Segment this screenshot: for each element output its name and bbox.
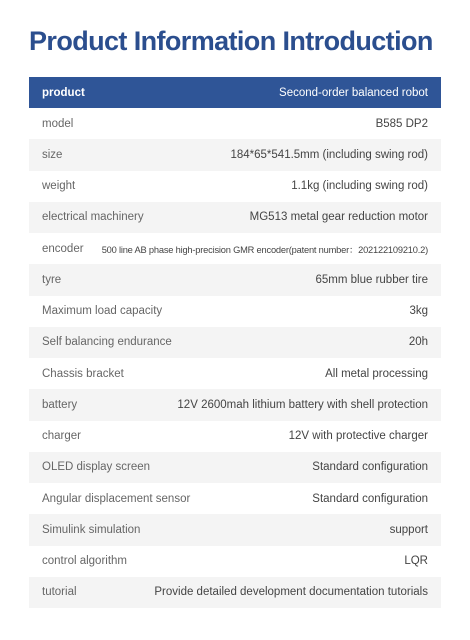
row-value: Standard configuration [312, 492, 428, 505]
row-label: control algorithm [42, 555, 128, 568]
row-value: Standard configuration [312, 461, 428, 474]
row-label: encoder [42, 242, 84, 255]
row-label: OLED display screen [42, 461, 151, 474]
row-value: B585 DP2 [375, 117, 428, 130]
table-row-angular-sensor [29, 483, 441, 514]
table-row-endurance [29, 327, 441, 358]
row-label: Angular displacement sensor [42, 492, 191, 505]
table-row-oled [29, 452, 441, 483]
row-value: 20h [408, 336, 428, 349]
table-header-row [29, 77, 441, 108]
table-row-battery [29, 389, 441, 420]
spec-table [29, 77, 441, 608]
table-row-model [29, 108, 441, 139]
row-label: tutorial [42, 586, 77, 599]
row-label: model [42, 117, 74, 130]
row-label: Maximum load capacity [42, 305, 163, 318]
row-value: 12V with protective charger [288, 430, 428, 443]
table-row-charger [29, 421, 441, 452]
row-label: Simulink simulation [42, 523, 141, 536]
row-label: size [42, 148, 63, 161]
row-label: Chassis bracket [42, 367, 124, 380]
row-value: 1.1kg (including swing rod) [291, 180, 428, 193]
header-value: Second-order balanced robot [279, 86, 428, 99]
row-value: 12V 2600mah lithium battery with shell protection [177, 398, 428, 411]
table-row-size [29, 139, 441, 170]
page-title: Product Information Introduction [29, 26, 433, 56]
table-row-electrical-machinery [29, 202, 441, 233]
row-label: battery [42, 398, 78, 411]
row-label: charger [42, 430, 81, 443]
row-value: 500 line AB phase high-precision GMR encoder(patent number：202122109210.2) [101, 244, 428, 255]
table-row-simulink [29, 514, 441, 545]
row-label: tyre [42, 273, 62, 286]
row-value: 184*65*541.5mm (including swing rod) [230, 148, 428, 161]
row-label: electrical machinery [42, 211, 144, 224]
row-value: 3kg [409, 305, 428, 318]
table-row-tyre [29, 264, 441, 295]
table-row-encoder [29, 233, 441, 264]
table-row-tutorial [29, 577, 441, 608]
table-row-max-load [29, 296, 441, 327]
table-row-chassis-bracket [29, 358, 441, 389]
header-label: product [42, 86, 85, 99]
row-label: weight [42, 180, 76, 193]
table-row-weight [29, 171, 441, 202]
row-value: Provide detailed development documentation tutorials [154, 586, 428, 599]
row-value: MG513 metal gear reduction motor [249, 211, 428, 224]
row-value: All metal processing [325, 367, 428, 380]
row-value: 65mm blue rubber tire [315, 273, 428, 286]
row-value: support [389, 523, 428, 536]
row-label: Self balancing endurance [42, 336, 172, 349]
row-value: LQR [404, 555, 428, 568]
table-row-control-algorithm [29, 546, 441, 577]
